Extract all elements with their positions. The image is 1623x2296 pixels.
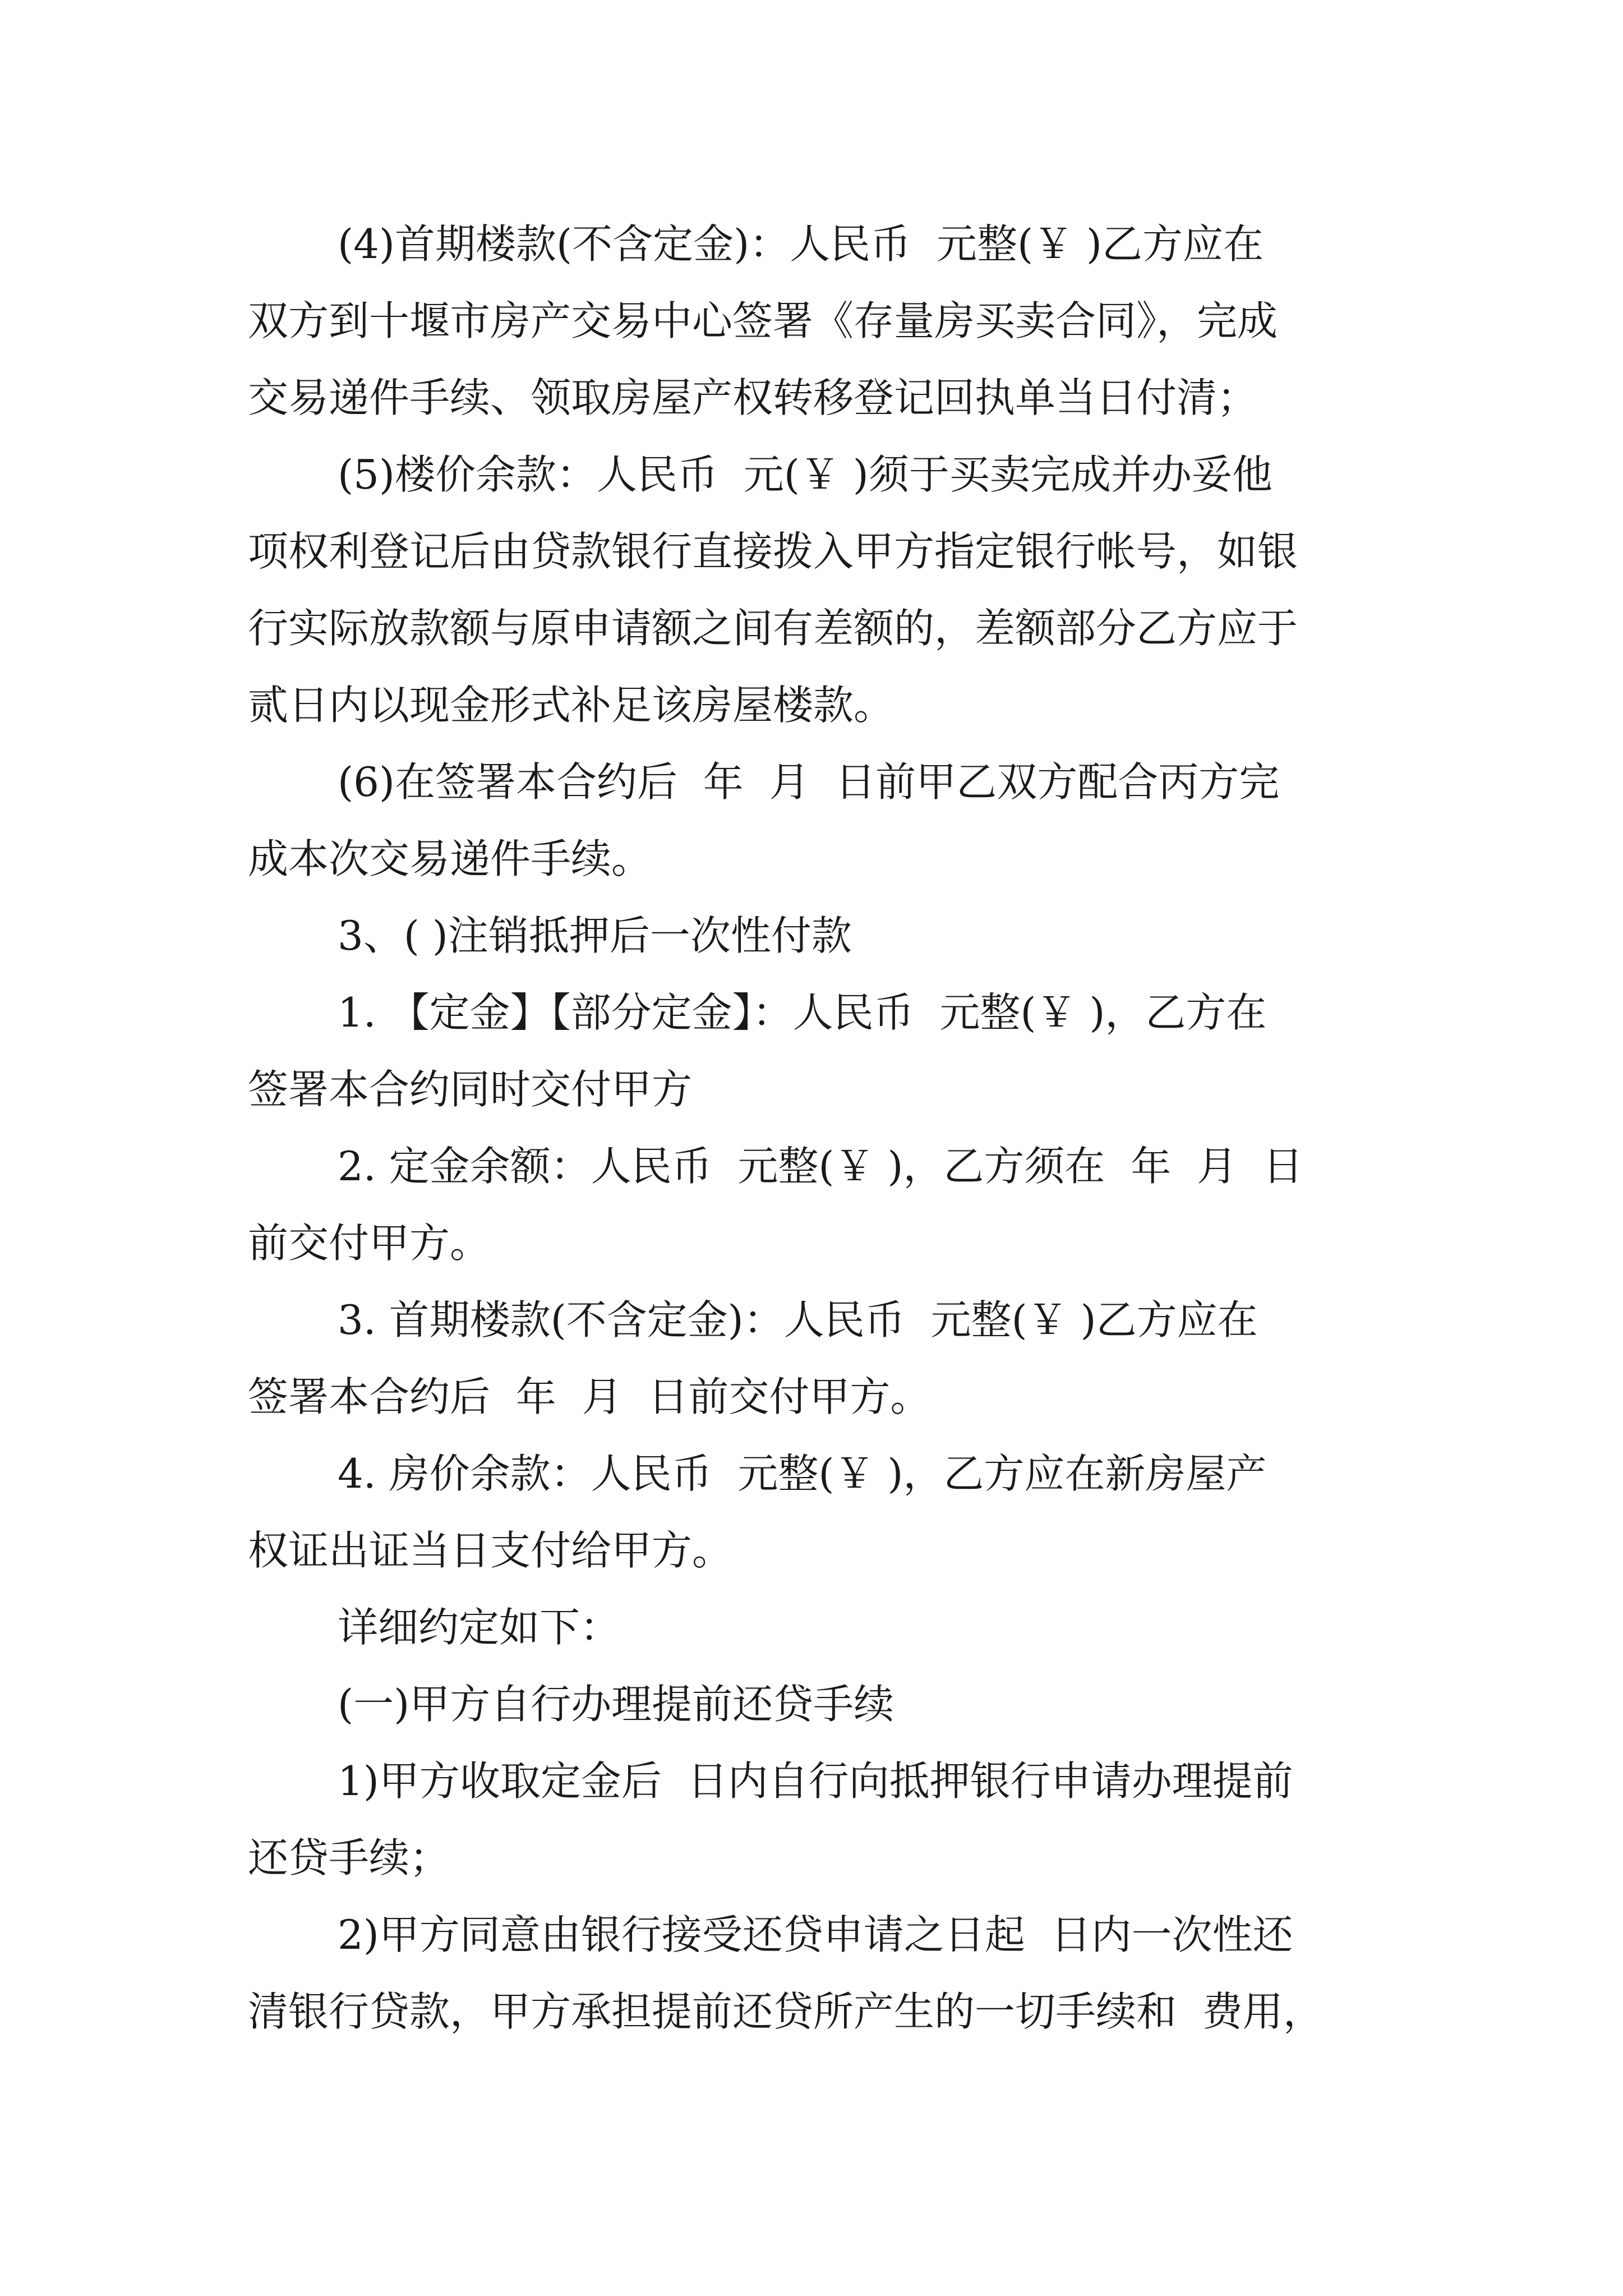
text-line: 交易递件手续、领取房屋产权转移登记回执单当日付清； [248,374,1258,421]
text-line: 权证出证当日支付给甲方。 [248,1527,733,1574]
text-line: 4. 房价余款：人民币 元整(￥ )，乙方应在新房屋产 [338,1450,1267,1497]
text-line: 项权利登记后由贷款银行直接拨入甲方指定银行帐号，如银 [248,528,1298,575]
text-line: 详细约定如下： [338,1604,621,1651]
text-line: 1. 【定金】【部分定金】：人民币 元整(￥ )，乙方在 [338,989,1267,1036]
text-line: 成本次交易递件手续。 [248,835,652,882]
text-line: 前交付甲方。 [248,1220,491,1267]
text-line: (4)首期楼款(不含定金)：人民币 元整(￥ )乙方应在 [338,220,1264,268]
text-line: (一)甲方自行办理提前还贷手续 [338,1681,895,1728]
text-line: 3. 首期楼款(不含定金)：人民币 元整(￥ )乙方应在 [338,1296,1258,1343]
text-line: 1)甲方收取定金后 日内自行向抵押银行申请办理提前 [338,1757,1293,1805]
text-line: 行实际放款额与原申请额之间有差额的，差额部分乙方应于 [248,605,1298,652]
text-line: (6)在签署本合约后 年 月 日前甲乙双方配合丙方完 [338,758,1280,806]
text-line: 双方到十堰市房产交易中心签署《存量房买卖合同》，完成 [248,297,1278,344]
text-line: 签署本合约同时交付甲方 [248,1066,693,1113]
text-line: 签署本合约后 年 月 日前交付甲方。 [248,1373,931,1420]
text-line: 3、( )注销抵押后一次性付款 [338,912,852,959]
text-line: (5)楼价余款：人民币 元(￥ )须于买卖完成并办妥他 [338,451,1272,498]
text-line: 贰日内以现金形式补足该房屋楼款。 [248,682,895,729]
text-line: 清银行贷款，甲方承担提前还贷所产生的一切手续和 费用， [248,1988,1324,2035]
text-line: 还贷手续； [248,1834,450,1881]
text-line: 2)甲方同意由银行接受还贷申请之日起 日内一次性还 [338,1911,1293,1958]
text-line: 2. 定金余额：人民币 元整(￥ )，乙方须在 年 月 日 [338,1143,1303,1190]
